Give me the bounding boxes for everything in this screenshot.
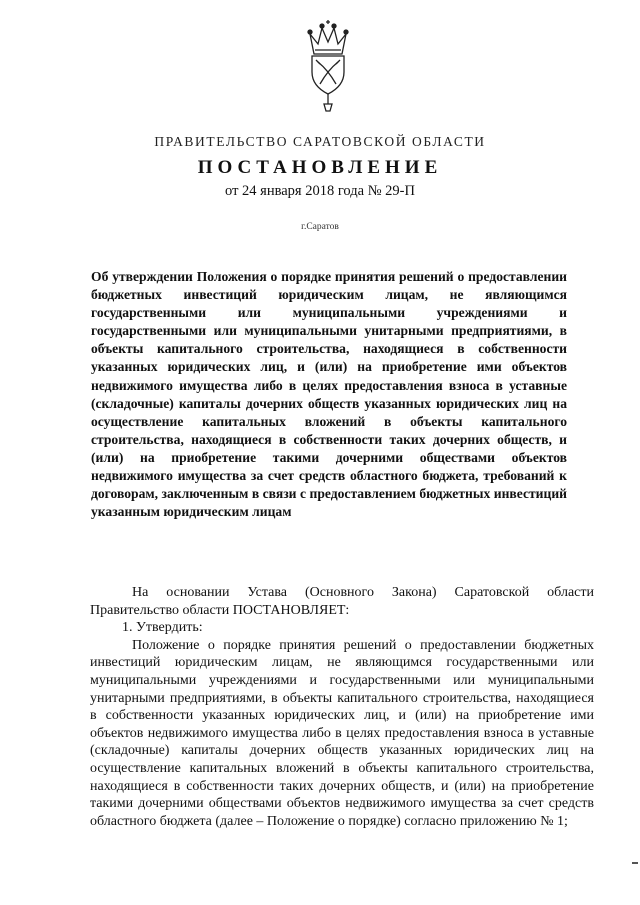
document-date-number: от 24 января 2018 года № 29-П: [225, 183, 415, 199]
item-1-heading: 1. Утвердить:: [122, 620, 203, 636]
government-name: ПРАВИТЕЛЬСТВО САРАТОВСКОЙ ОБЛАСТИ: [154, 134, 486, 149]
margin-mark: [632, 862, 638, 864]
preamble-paragraph: На основании Устава (Основного Закона) Саратовской области Правительство области ПОСТАНОВЛЯЕТ:: [90, 585, 594, 618]
document-subject: Об утверждении Положения о порядке принятия решений о предоставлении бюджетных инвестиций юридическим лицам, не являющимся государственными или муниципальными учреждениями и государственными или муниципальными унитарными предприятиями, в объекты капитального строительства, находящиеся в собственности указанных юридических лиц, и (или) на приобретение ими объектов недвижимого имущества либо в целях предоставления взноса в уставные (складочные) капиталы дочерних обществ указанных юридических лиц на осуществление капитальных вложений в объекты капитального строительства, находящиеся в собственности таких дочерних обществ, и (или) на приобретение такими дочерними обществами объектов недвижимого имущества за счет средств областного бюджета, требований к договорам, заключенным в связи с предоставлением бюджетных инвестиций указанным юридическим лицам: [91, 269, 567, 520]
item-1-text: Положение о порядке принятия решений о предоставлении бюджетных инвестиций юридическим лицам, не являющимся государственными или муниципальными учреждениями и государственными или муниципальными унитарными предприятиями, в объекты капитального строительства, находящиеся в собственности указанных юридических лиц, и (или) на приобретение ими объектов недвижимого имущества либо в целях предоставления взноса в уставные (складочные) капиталы дочерних обществ указанных юридических лиц на осуществление капитальных вложений в объекты капитального строительства, находящиеся в собственности таких дочерних обществ, и (или) на приобретение такими дочерними обществами объектов недвижимого имущества за счет средств областного бюджета (далее – Положение о порядке) согласно приложению № 1;: [90, 637, 594, 829]
document-type-title: ПОСТАНОВЛЕНИЕ: [197, 157, 443, 178]
coat-of-arms-crown-icon: [298, 20, 358, 112]
document-city: г.Саратов: [301, 222, 339, 232]
document-body: [90, 584, 594, 830]
